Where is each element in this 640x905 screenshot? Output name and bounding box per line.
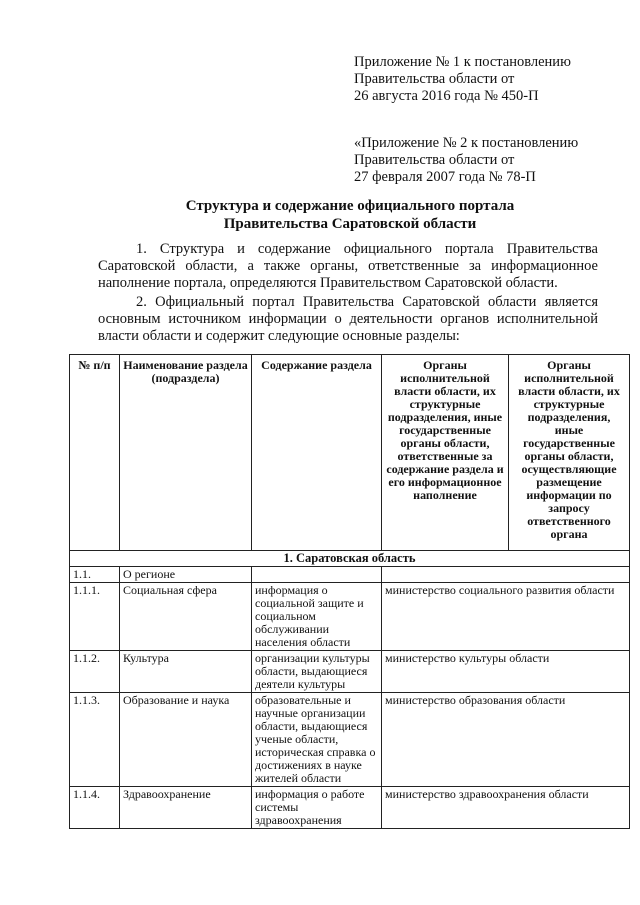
- row-name: Социальная сфера: [120, 583, 252, 651]
- header-organs-request: Органы исполнительной власти области, их структурные подразделения, иные государственные органы области, осуществляющие размещение информации по запросу ответственного органа: [509, 355, 630, 551]
- paragraph-line: 2. Официальный портал Правительства Саратовской области является: [136, 294, 598, 310]
- row-num: 1.1.3.: [70, 693, 120, 787]
- row-content: [252, 567, 382, 583]
- row-content: информация о социальной защите и социальном обслуживании населения области: [252, 583, 382, 651]
- row-content: организации культуры области, выдающиеся деятели культуры: [252, 651, 382, 693]
- paragraph-1: [98, 241, 598, 292]
- row-organ: министерство культуры области: [382, 651, 630, 693]
- paragraph-line: Саратовской области, а также органы, ответственные за информационное: [98, 258, 598, 274]
- table-row: [70, 651, 630, 693]
- title-line: Правительства Саратовской области: [223, 216, 477, 232]
- row-organ: министерство образования области: [382, 693, 630, 787]
- row-content: образовательные и научные организации области, выдающиеся ученые области, историческая справка о достижениях в науке жителей области: [252, 693, 382, 787]
- table-row: [70, 693, 630, 787]
- row-organ: министерство здравоохранения области: [382, 787, 630, 829]
- header-name: Наименование раздела (подраздела): [120, 355, 252, 551]
- appendix-2-header: [354, 135, 624, 186]
- row-organ: министерство социального развития области: [382, 583, 630, 651]
- row-name: Культура: [120, 651, 252, 693]
- paragraph-2: [98, 294, 598, 345]
- row-content: информация о работе системы здравоохранения: [252, 787, 382, 829]
- row-name: Образование и наука: [120, 693, 252, 787]
- row-name: Здравоохранение: [120, 787, 252, 829]
- appendix-1-line: Приложение № 1 к постановлению: [354, 54, 571, 70]
- appendix-1-header: [354, 54, 624, 105]
- row-num: 1.1.4.: [70, 787, 120, 829]
- row-num: 1.1.: [70, 567, 120, 583]
- title-line: Структура и содержание официального портала: [185, 198, 515, 214]
- section-title: 1. Саратовская область: [70, 551, 630, 567]
- appendix-2-line: «Приложение № 2 к постановлению: [354, 135, 579, 151]
- portal-structure-table: [69, 354, 630, 829]
- appendix-2-line: 27 февраля 2007 года № 78-П: [354, 169, 536, 185]
- header-num: № п/п: [70, 355, 120, 551]
- document-title: [100, 197, 600, 233]
- paragraph-line: власти области и содержит следующие основные разделы:: [98, 328, 460, 344]
- table-row: [70, 567, 630, 583]
- header-organs-filling: Органы исполнительной власти области, их структурные подразделения, иные государственные органы области, ответственные за содержание раздела и его информационное наполнение: [382, 355, 509, 551]
- table-header-row: [70, 355, 630, 551]
- appendix-2-line: Правительства области от: [354, 152, 515, 168]
- row-organ: [382, 567, 630, 583]
- table-row: [70, 787, 630, 829]
- paragraph-line: наполнение портала, определяются Правительством Саратовской области.: [98, 275, 558, 291]
- section-row: [70, 551, 630, 567]
- row-num: 1.1.2.: [70, 651, 120, 693]
- appendix-1-line: 26 августа 2016 года № 450-П: [354, 88, 539, 104]
- header-content: Содержание раздела: [252, 355, 382, 551]
- table-row: [70, 583, 630, 651]
- appendix-1-line: Правительства области от: [354, 71, 515, 87]
- row-name: О регионе: [120, 567, 252, 583]
- paragraph-line: 1. Структура и содержание официального портала Правительства: [136, 241, 598, 257]
- row-num: 1.1.1.: [70, 583, 120, 651]
- paragraph-line: основным источником информации о деятельности органов исполнительной: [98, 311, 598, 327]
